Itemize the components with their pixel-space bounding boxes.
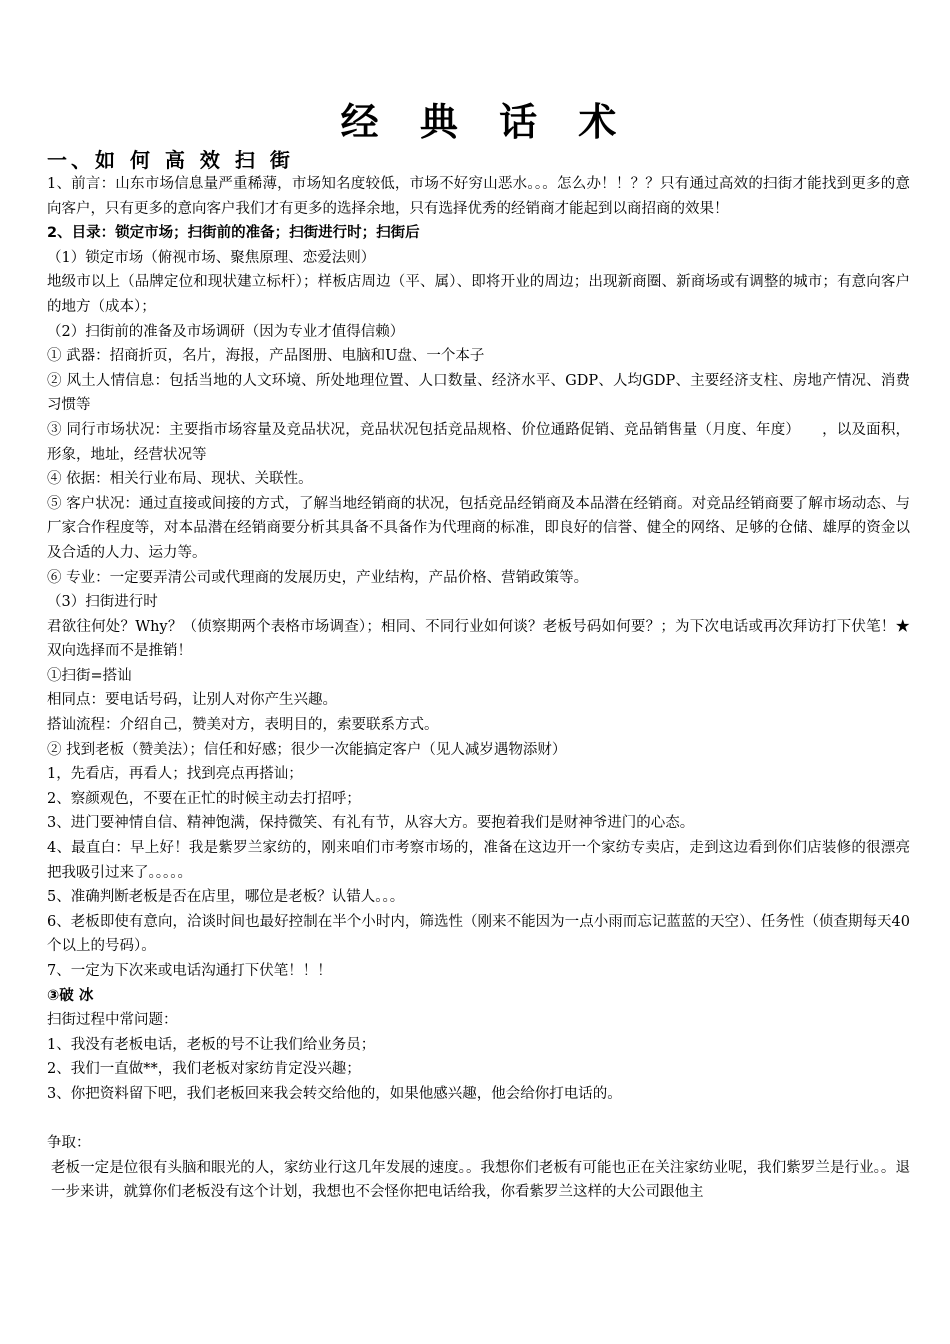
section-heading: 一、如 何 高 效 扫 街: [47, 148, 294, 172]
list-item: 1，先看店，再看人；找到亮点再搭讪；: [47, 766, 303, 783]
intro-paragraph: 1、前言：山东市场信息量严重稀薄，市场知名度较低，市场不好穷山恶水。。。怎么办！！？？只有通过高效的扫街才能找到更多的意向客户，只有更多的意向客户我们才有更多的选择余地，只有选择优秀的经销商才能起到以商招商的效果！: [47, 176, 910, 217]
list-item: ⑤ 客户状况：通过直接或间接的方式，了解当地经销商的状况，包括竞品经销商及本品潜在经销商。对竞品经销商要了解市场动态、与厂家合作程度等，对本品潜在经销商要分析其具备不具备作为代理商的标准，即良好的信誉、健全的网络、足够的仓储、雄厚的资金以及合适的人力、运力等。: [47, 495, 910, 561]
body-paragraph: 相同点：要电话号码，让别人对你产生兴趣。: [47, 692, 337, 709]
list-item: 5、准确判断老板是否在店里，哪位是老板？认错人。。。: [47, 889, 405, 906]
list-item: ①扫街=搭讪: [47, 667, 132, 684]
subsection-heading: （1）锁定市场（俯视市场、聚焦原理、恋爱法则）: [47, 249, 376, 266]
list-item: 7、一定为下次来或电话沟通打下伏笔！！！: [47, 963, 332, 979]
icebreak-heading: ③破 冰: [47, 987, 94, 1004]
list-item: ② 找到老板（赞美法）；信任和好感；很少一次能搞定客户（见人减岁遇物添财）: [47, 741, 567, 758]
list-item: ④ 依据：相关行业布局、现状、关联性。: [47, 471, 313, 488]
contents-heading: 2、目录：锁定市场；扫街前的准备；扫街进行时；扫街后: [47, 225, 420, 242]
strive-label: 争取：: [47, 1135, 91, 1152]
list-item: 6、老板即使有意向，洽谈时间也最好控制在半个小时内，筛选性（刚来不能因为一点小雨而忘记蓝蓝的天空）、任务性（侦查期每天40个以上的号码）。: [47, 913, 910, 955]
document-body: [47, 172, 925, 1205]
list-item: ① 武器：招商折页，名片，海报，产品图册、电脑和U盘、一个本子: [47, 348, 485, 365]
list-item: 3、进门要神情自信、精神饱满，保持微笑、有礼有节，从容大方。要抱着我们是财神爷进门的心态。: [47, 815, 695, 832]
body-paragraph: 扫街过程中常问题：: [47, 1012, 178, 1029]
list-item: ② 风土人情信息：包括当地的人文环境、所处地理位置、人口数量、经济水平、GDP、人均GDP、主要经济支柱、房地产情况、消费习惯等: [47, 372, 910, 414]
body-paragraph: 老板一定是位很有头脑和眼光的人，家纺业行这几年发展的速度。。我想你们老板有可能也正在关注家纺业呢，我们紫罗兰是行业。。退一步来讲，就算你们老板没有这个计划，我想也不会怪你把电话给我，你看紫罗兰这样的大公司跟他主: [51, 1159, 910, 1201]
body-paragraph: 地级市以上（品牌定位和现状建立标杆）；样板店周边（平、属）、即将开业的周边；出现新商圈、新商场或有调整的城市；有意向客户的地方（成本）；: [47, 274, 910, 315]
list-item: 1、我没有老板电话，老板的号不让我们给业务员；: [47, 1036, 376, 1053]
blank-line: [47, 1107, 910, 1132]
list-item: 2、我们一直做**，我们老板对家纺肯定没兴趣；: [47, 1061, 361, 1078]
subsection-heading: （2）扫街前的准备及市场调研（因为专业才值得信赖）: [47, 323, 405, 340]
document-title: 经 典 话 术: [340, 100, 631, 144]
list-item: ③ 同行市场状况：主要指市场容量及竞品状况，竞品状况包括竞品规格、价位通路促销、竞品销售量（月度、年度） ，以及面积，形象，地址，经营状况等: [47, 421, 910, 463]
list-item: 2、察颜观色，不要在正忙的时候主动去打招呼；: [47, 790, 361, 807]
list-item: ⑥ 专业：一定要弄清公司或代理商的发展历史，产业结构，产品价格、营销政策等。: [47, 569, 589, 586]
body-paragraph: 君欲往何处？Why？（侦察期两个表格市场调查）；相同、不同行业如何谈？老板号码如何要？；为下次电话或再次拜访打下伏笔！★ 双向选择而不是推销！: [47, 618, 925, 660]
list-item: 4、最直白：早上好！我是紫罗兰家纺的，刚来咱们市考察市场的，准备在这边开一个家纺专卖店，走到这边看到你们店装修的很漂亮把我吸引过来了。。。。。: [47, 840, 910, 881]
subsection-heading: （3）扫街进行时: [47, 594, 158, 611]
document-page: [47, 96, 925, 1205]
body-paragraph: 搭讪流程：介绍自己，赞美对方，表明目的，索要联系方式。: [47, 717, 439, 734]
list-item: 3、你把资料留下吧，我们老板回来我会转交给他的，如果他感兴趣，他会给你打电话的。: [47, 1085, 622, 1102]
